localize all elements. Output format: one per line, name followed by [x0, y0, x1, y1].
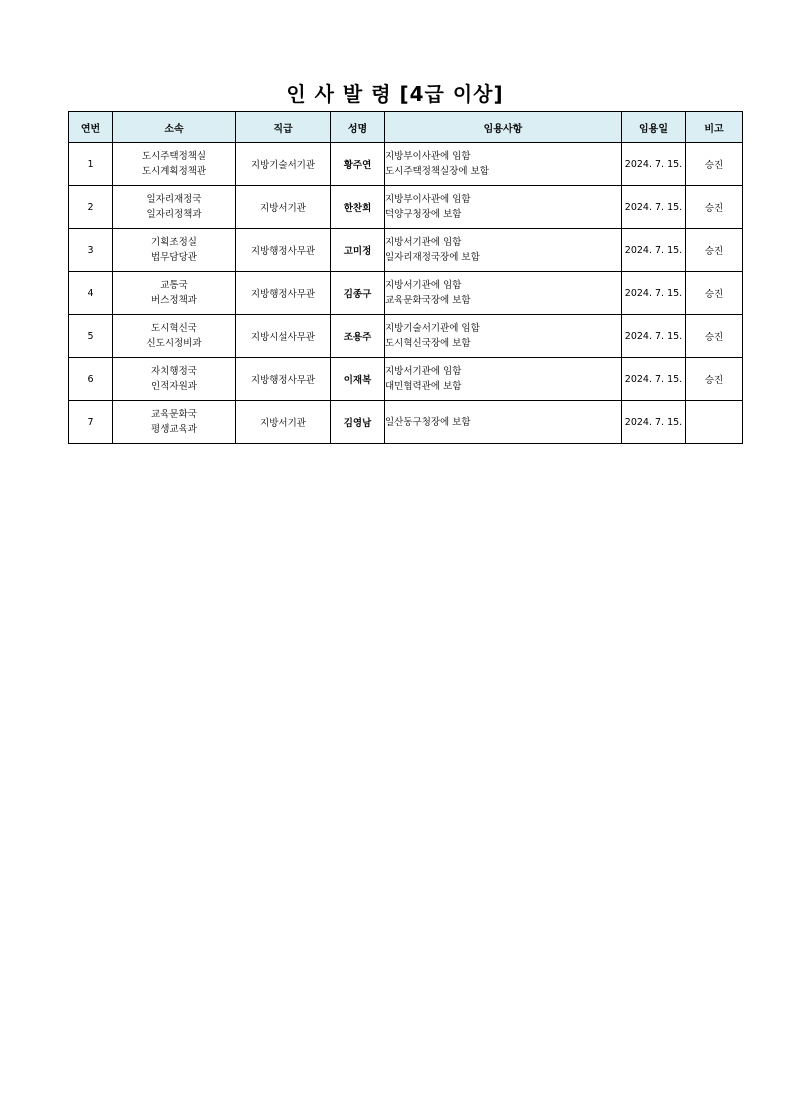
- appointment-line-2: 도시주택정책실장에 보함: [385, 166, 489, 177]
- row-note: [686, 401, 743, 444]
- row-no: 5: [69, 315, 113, 358]
- row-no: 7: [69, 401, 113, 444]
- row-rank: 지방서기관: [236, 401, 331, 444]
- row-rank: 지방서기관: [236, 186, 331, 229]
- header-date: 임용일: [622, 112, 686, 143]
- row-note: 승진: [686, 229, 743, 272]
- table-row: [69, 315, 743, 358]
- row-no: 6: [69, 358, 113, 401]
- appointment-table: [68, 111, 743, 444]
- row-unit: [113, 272, 236, 315]
- document-title: 인 사 발 령 [4급 이상]: [286, 82, 504, 106]
- row-rank: 지방기술서기관: [236, 143, 331, 186]
- table-row: [69, 401, 743, 444]
- row-note: 승진: [686, 358, 743, 401]
- row-appointment: [385, 315, 622, 358]
- row-no: 3: [69, 229, 113, 272]
- unit-line-1: 도시혁신국: [151, 323, 197, 334]
- table-row: [69, 229, 743, 272]
- row-unit: [113, 143, 236, 186]
- row-note: 승진: [686, 272, 743, 315]
- unit-line-1: 교통국: [160, 280, 188, 291]
- appointment-line-1: 지방서기관에 임함: [385, 280, 462, 291]
- row-date: 2024. 7. 15.: [622, 401, 686, 444]
- row-date: 2024. 7. 15.: [622, 315, 686, 358]
- row-no: 1: [69, 143, 113, 186]
- unit-line-1: 교육문화국: [151, 409, 197, 420]
- row-note: 승진: [686, 186, 743, 229]
- row-rank: 지방시설사무관: [236, 315, 331, 358]
- row-name: 이재복: [331, 358, 385, 401]
- row-name: 황주연: [331, 143, 385, 186]
- row-unit: [113, 358, 236, 401]
- row-rank: 지방행정사무관: [236, 358, 331, 401]
- header-no: 연번: [69, 112, 113, 143]
- appointment-line-1: 일산동구청장에 보함: [385, 416, 471, 428]
- row-date: 2024. 7. 15.: [622, 229, 686, 272]
- row-no: 4: [69, 272, 113, 315]
- unit-line-1: 기획조정실: [151, 237, 197, 248]
- row-rank: 지방행정사무관: [236, 229, 331, 272]
- table-row: [69, 143, 743, 186]
- row-date: 2024. 7. 15.: [622, 143, 686, 186]
- header-unit: 소속: [113, 112, 236, 143]
- row-no: 2: [69, 186, 113, 229]
- row-appointment: [385, 143, 622, 186]
- row-name: 김영남: [331, 401, 385, 444]
- table-row: [69, 186, 743, 229]
- row-note: 승진: [686, 315, 743, 358]
- row-appointment: [385, 358, 622, 401]
- unit-line-2: 버스정책과: [151, 295, 197, 306]
- table-header-row: [69, 112, 743, 143]
- row-date: 2024. 7. 15.: [622, 272, 686, 315]
- table-row: [69, 272, 743, 315]
- appointment-line-1: 지방기술서기관에 임함: [385, 323, 480, 334]
- row-name: 한찬희: [331, 186, 385, 229]
- appointment-line-1: 지방서기관에 임함: [385, 366, 462, 377]
- row-date: 2024. 7. 15.: [622, 358, 686, 401]
- row-rank: 지방행정사무관: [236, 272, 331, 315]
- row-name: 김종구: [331, 272, 385, 315]
- header-name: 성명: [331, 112, 385, 143]
- unit-line-2: 신도시정비과: [146, 338, 202, 349]
- appointment-line-2: 교육문화국장에 보함: [385, 295, 471, 306]
- header-note: 비고: [686, 112, 743, 143]
- appointment-line-1: 지방서기관에 임함: [385, 237, 462, 248]
- row-unit: [113, 401, 236, 444]
- unit-line-2: 인적자원과: [151, 381, 197, 392]
- unit-line-1: 자치행정국: [151, 366, 197, 377]
- unit-line-1: 도시주택정책실: [141, 151, 207, 162]
- appointment-line-2: 도시혁신국장에 보함: [385, 338, 471, 349]
- row-name: 고미정: [331, 229, 385, 272]
- row-appointment: [385, 272, 622, 315]
- unit-line-1: 일자리재정국: [146, 194, 202, 205]
- row-appointment: [385, 186, 622, 229]
- row-appointment: [385, 229, 622, 272]
- row-name: 조용주: [331, 315, 385, 358]
- appointment-line-1: 지방부이사관에 임함: [385, 151, 471, 162]
- row-appointment: [385, 401, 622, 444]
- appointment-line-1: 지방부이사관에 임함: [385, 194, 471, 205]
- unit-line-2: 법무담당관: [151, 252, 197, 263]
- row-unit: [113, 186, 236, 229]
- appointment-line-2: 덕양구청장에 보함: [385, 209, 462, 220]
- unit-line-2: 평생교육과: [151, 424, 197, 435]
- appointment-line-2: 일자리재정국장에 보함: [385, 252, 480, 263]
- row-unit: [113, 229, 236, 272]
- header-appointment: 임용사항: [385, 112, 622, 143]
- row-unit: [113, 315, 236, 358]
- table-row: [69, 358, 743, 401]
- unit-line-2: 도시계획정책관: [141, 166, 207, 177]
- unit-line-2: 일자리정책과: [146, 209, 202, 220]
- appointment-line-2: 대민협력관에 보함: [385, 381, 462, 392]
- row-date: 2024. 7. 15.: [622, 186, 686, 229]
- row-note: 승진: [686, 143, 743, 186]
- header-rank: 직급: [236, 112, 331, 143]
